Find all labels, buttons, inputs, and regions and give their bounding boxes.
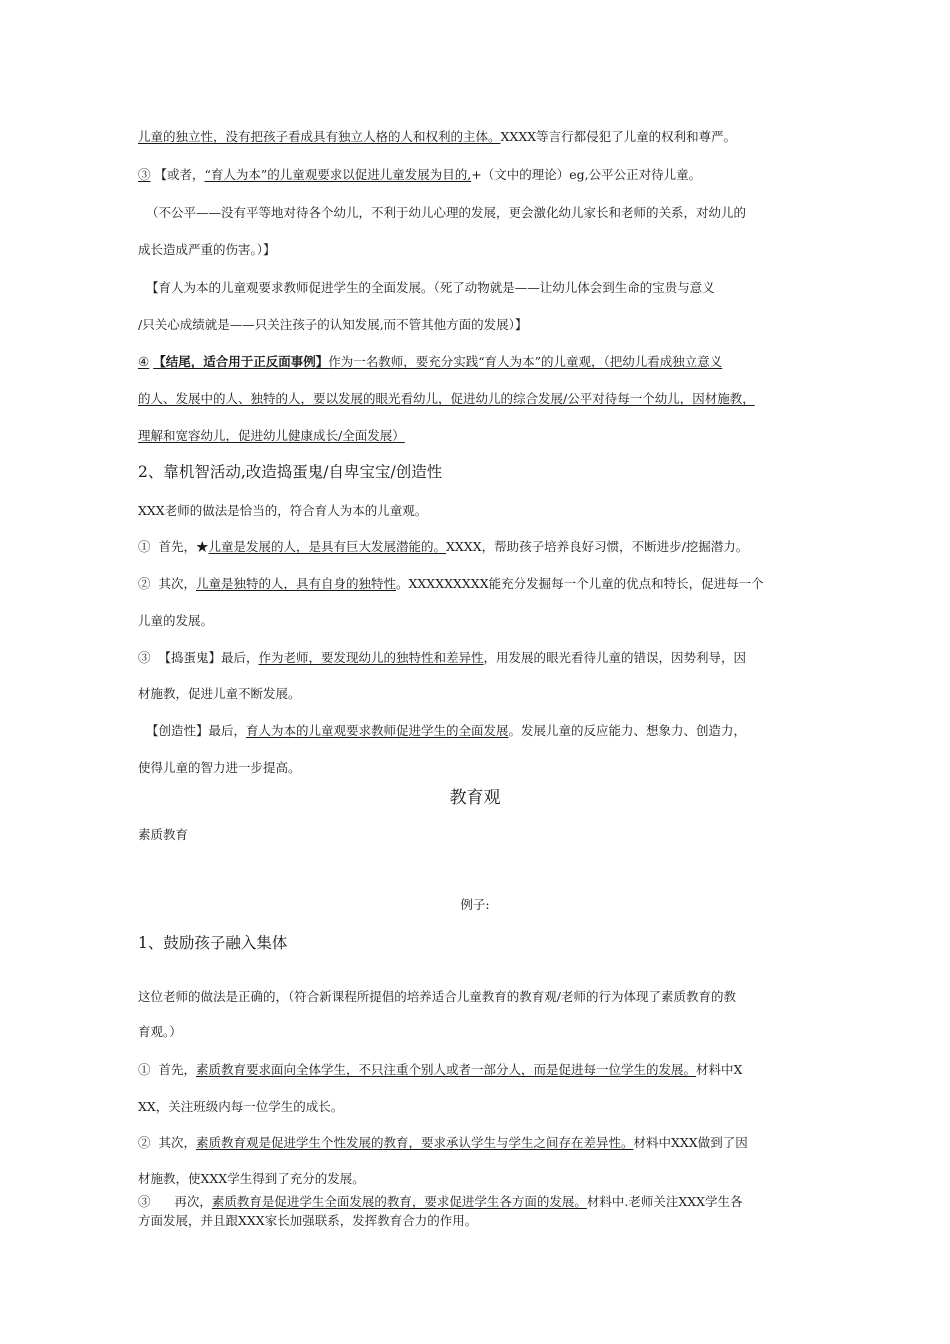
text-run: 其次， bbox=[158, 576, 196, 591]
text-run: 。发展儿童的反应能力、想象力、创造力， bbox=[508, 723, 747, 738]
list-number: ② bbox=[138, 576, 151, 591]
text-line bbox=[138, 538, 748, 556]
text-run: 首先，★ bbox=[158, 539, 209, 554]
text-run: 其次， bbox=[158, 1135, 196, 1150]
text-run: 材料中XXX做到了因 bbox=[633, 1135, 748, 1150]
text-line: 例子: bbox=[460, 897, 490, 912]
text-line bbox=[138, 353, 722, 371]
list-number: ① bbox=[138, 539, 151, 554]
text-run: 材料中.老师关注XXX学生各 bbox=[586, 1194, 743, 1209]
text-line: /只关心成绩就是——只关注孩子的认知发展,而不管其他方面的发展）】 bbox=[138, 317, 528, 332]
page-title: 教育观 bbox=[449, 788, 501, 808]
list-number: ④ bbox=[138, 354, 150, 369]
text-line bbox=[138, 575, 764, 593]
underlined-text: 素质教育是促进学生全面发展的教育，要求促进学生各方面的发展。 bbox=[211, 1194, 587, 1209]
text-line: 方面发展，并且跟XXX家长加强联系，发挥教育合力的作用。 bbox=[138, 1213, 478, 1228]
text-line: 育观。） bbox=[138, 1024, 182, 1039]
section-heading: 2、靠机智活动,改造捣蛋鬼/自卑宝宝/创造性 bbox=[138, 463, 443, 481]
text-line: （不公平——没有平等地对待各个幼儿，不利于幼儿心理的发展，更会激化幼儿家长和老师的关系，对幼儿的 bbox=[146, 205, 747, 220]
underlined-text: 素质教育观是促进学生个性发展的教育，要求承认学生与学生之间存在差异性。 bbox=[195, 1135, 634, 1150]
text-run: 材料中X bbox=[696, 1062, 743, 1077]
text-run: 【或者， bbox=[154, 167, 205, 182]
underlined-text: “育人为本”的儿童观要求以促进儿童发展为目的, bbox=[204, 167, 472, 182]
list-number: ③ bbox=[138, 167, 151, 182]
text-run: 【捣蛋鬼】最后， bbox=[158, 650, 259, 665]
text-line: 使得儿童的智力进一步提高。 bbox=[138, 760, 301, 775]
text-line bbox=[138, 649, 746, 667]
text-line: 素质教育 bbox=[138, 827, 189, 842]
underlined-text: 儿童的独立性，没有把孩子看成具有独立人格的人和权利的主体。 bbox=[138, 129, 501, 144]
underlined-text: 儿童是独特的人，具有自身的独特性 bbox=[195, 576, 396, 591]
underlined-text: 儿童是发展的人，是具有巨大发展潜能的。 bbox=[208, 539, 446, 554]
list-number: ③ bbox=[138, 650, 151, 665]
text-line: 成长造成严重的伤害。）】 bbox=[138, 242, 276, 257]
text-run: ，用发展的眼光看待儿童的错误，因势利导，因 bbox=[483, 650, 747, 665]
list-number: ① bbox=[138, 1062, 151, 1077]
text-line: XX，关注班级内每一位学生的成长。 bbox=[138, 1099, 344, 1114]
text-line bbox=[138, 166, 701, 184]
text-line bbox=[138, 1061, 742, 1079]
text-line: 【育人为本的儿童观要求教师促进学生的全面发展。（死了动物就是——让幼儿体会到生命的宝贵与意义 bbox=[146, 280, 715, 295]
text-run: +（文中的理论）eg,公平公正对待儿童。 bbox=[471, 167, 702, 182]
text-run: 【创造性】最后， bbox=[146, 723, 247, 738]
underlined-text: 作为一名教师，要充分实践“育人为本”的儿童观，（把幼儿看成独立意义 bbox=[328, 354, 723, 369]
text-run: XXXX，帮助孩子培养良好习惯，不断进步/挖掘潜力。 bbox=[446, 539, 749, 554]
bold-underlined-text: 【结尾，适合用于正反面事例】 bbox=[153, 354, 329, 369]
text-run: XXXX等言行都侵犯了儿童的权利和尊严。 bbox=[500, 129, 737, 144]
text-line: 儿童的发展。 bbox=[138, 613, 214, 628]
underlined-text: 作为老师，要发现幼儿的独特性和差异性 bbox=[258, 650, 484, 665]
text-line: 理解和宽容幼儿，促进幼儿健康成长/全面发展） bbox=[138, 428, 405, 443]
underlined-text: 育人为本的儿童观要求教师促进学生的全面发展 bbox=[246, 723, 509, 738]
text-line bbox=[138, 1134, 748, 1152]
text-run: 首先， bbox=[158, 1062, 196, 1077]
text-line: 材施教，促进儿童不断发展。 bbox=[138, 686, 301, 701]
text-line: 材施教，使XXX学生得到了充分的发展。 bbox=[138, 1171, 365, 1186]
text-line: 这位老师的做法是正确的，（符合新课程所提倡的培养适合儿童教育的教育观/老师的行为体现了素质教育的教 bbox=[138, 989, 736, 1004]
underlined-text: 素质教育要求面向全体学生，不只注重个别人或者一部分人，而是促进每一位学生的发展。 bbox=[195, 1062, 696, 1077]
text-line bbox=[138, 128, 736, 146]
text-line: XXX老师的做法是恰当的，符合育人为本的儿童观。 bbox=[138, 503, 428, 518]
text-line bbox=[146, 722, 746, 740]
section-heading: 1、鼓励孩子融入集体 bbox=[138, 934, 288, 952]
text-run: 。XXXXXXXXX能充分发掘每一个儿童的优点和特长，促进每一个 bbox=[396, 576, 764, 591]
text-line: 的人、发展中的人、独特的人，要以发展的眼光看幼儿，促进幼儿的综合发展/公平对待每一个幼儿，因材施教， bbox=[138, 391, 755, 406]
text-run: 再次， bbox=[174, 1194, 212, 1209]
list-number: ② bbox=[138, 1135, 151, 1150]
text-line bbox=[138, 1193, 743, 1211]
list-number: ③ bbox=[138, 1194, 151, 1209]
